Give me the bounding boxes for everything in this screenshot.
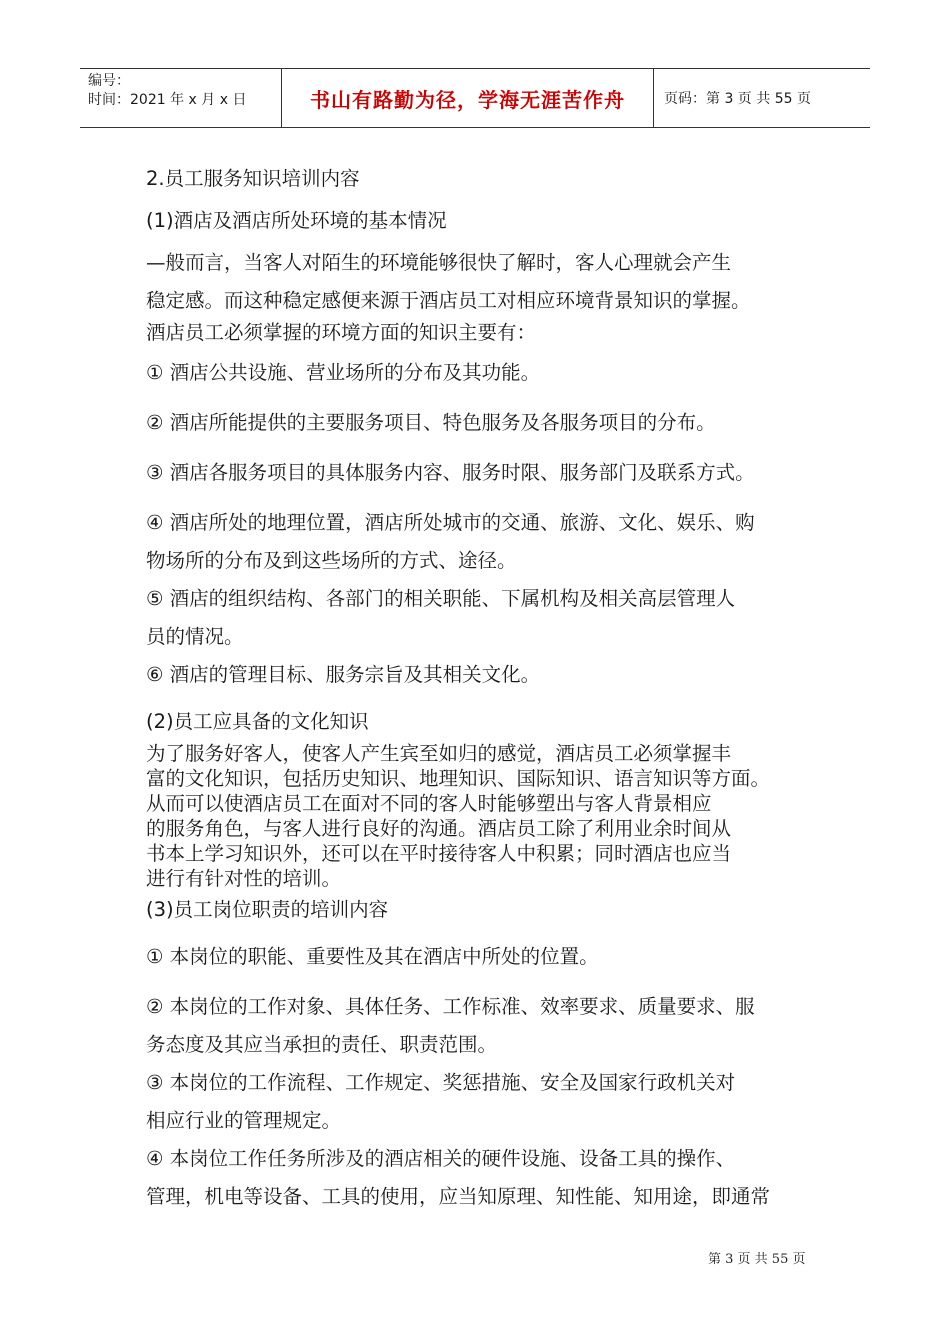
list-item: ⑤ 酒店的组织结构、各部门的相关职能、下属机构及相关高层管理人: [146, 587, 736, 610]
paragraph-line: 富的文化知识，包括历史知识、地理知识、国际知识、语言知识等方面。: [146, 767, 771, 790]
paragraph-line: 书本上学习知识外，还可以在平时接待客人中积累；同时酒店也应当: [146, 842, 732, 865]
page-footer: 第 3 页 共 55 页: [708, 1252, 806, 1267]
paragraph-line: 酒店员工必须掌握的环境方面的知识主要有：: [146, 321, 537, 344]
paragraph-line: 进行有针对性的培训。: [146, 867, 342, 890]
list-item: ① 酒店公共设施、营业场所的分布及其功能。: [146, 361, 541, 384]
list-item-continued: 管理，机电等设备、工具的使用，应当知原理、知性能、知用途，即通常: [146, 1185, 771, 1208]
document-body: [146, 160, 826, 1216]
header-motto: 书山有路勤为径，学海无涯苦作舟: [282, 69, 654, 127]
paragraph-line: —般而言，当客人对陌生的环境能够很快了解时，客人心理就会产生: [146, 251, 732, 274]
subsection-title-environment: (1)酒店及酒店所处环境的基本情况: [146, 209, 447, 232]
list-item-continued: 相应行业的管理规定。: [146, 1109, 342, 1132]
list-item: ④ 本岗位工作任务所涉及的酒店相关的硬件设施、设备工具的操作、: [146, 1147, 736, 1170]
section-title: 2.员工服务知识培训内容: [146, 167, 360, 190]
subsection-title-culture: (2)员工应具备的文化知识: [146, 710, 369, 733]
header-page-number: 页码：第 3 页 共 55 页: [664, 91, 811, 107]
list-item: ② 本岗位的工作对象、具体任务、工作标准、效率要求、质量要求、服: [146, 995, 755, 1018]
list-item: ② 酒店所能提供的主要服务项目、特色服务及各服务项目的分布。: [146, 411, 716, 434]
list-item-continued: 务态度及其应当承担的责任、职责范围。: [146, 1033, 498, 1056]
list-item: ③ 本岗位的工作流程、工作规定、奖惩措施、安全及国家行政机关对: [146, 1071, 736, 1094]
list-item: ③ 酒店各服务项目的具体服务内容、服务时限、服务部门及联系方式。: [146, 461, 755, 484]
page-header: [80, 68, 870, 128]
paragraph-line: 为了服务好客人，使客人产生宾至如归的感觉，酒店员工必须掌握丰: [146, 742, 732, 765]
paragraph-line: 稳定感。而这种稳定感便来源于酒店员工对相应环境背景知识的掌握。: [146, 289, 751, 312]
header-meta: [80, 69, 282, 127]
document-number-label: 编号：: [88, 73, 130, 89]
document-time-label: 时间：2021 年 x 月 x 日: [88, 92, 247, 108]
list-item-continued: 物场所的分布及到这些场所的方式、途径。: [146, 549, 517, 572]
paragraph-line: 的服务角色，与客人进行良好的沟通。酒店员工除了利用业余时间从: [146, 817, 732, 840]
paragraph-line: 从而可以使酒店员工在面对不同的客人时能够塑出与客人背景相应: [146, 792, 712, 815]
list-item: ⑥ 酒店的管理目标、服务宗旨及其相关文化。: [146, 663, 541, 686]
list-item-continued: 员的情况。: [146, 625, 244, 648]
list-item: ① 本岗位的职能、重要性及其在酒店中所处的位置。: [146, 945, 599, 968]
list-item: ④ 酒店所处的地理位置，酒店所处城市的交通、旅游、文化、娱乐、购: [146, 511, 755, 534]
subsection-title-duties: (3)员工岗位职责的培训内容: [146, 898, 389, 921]
